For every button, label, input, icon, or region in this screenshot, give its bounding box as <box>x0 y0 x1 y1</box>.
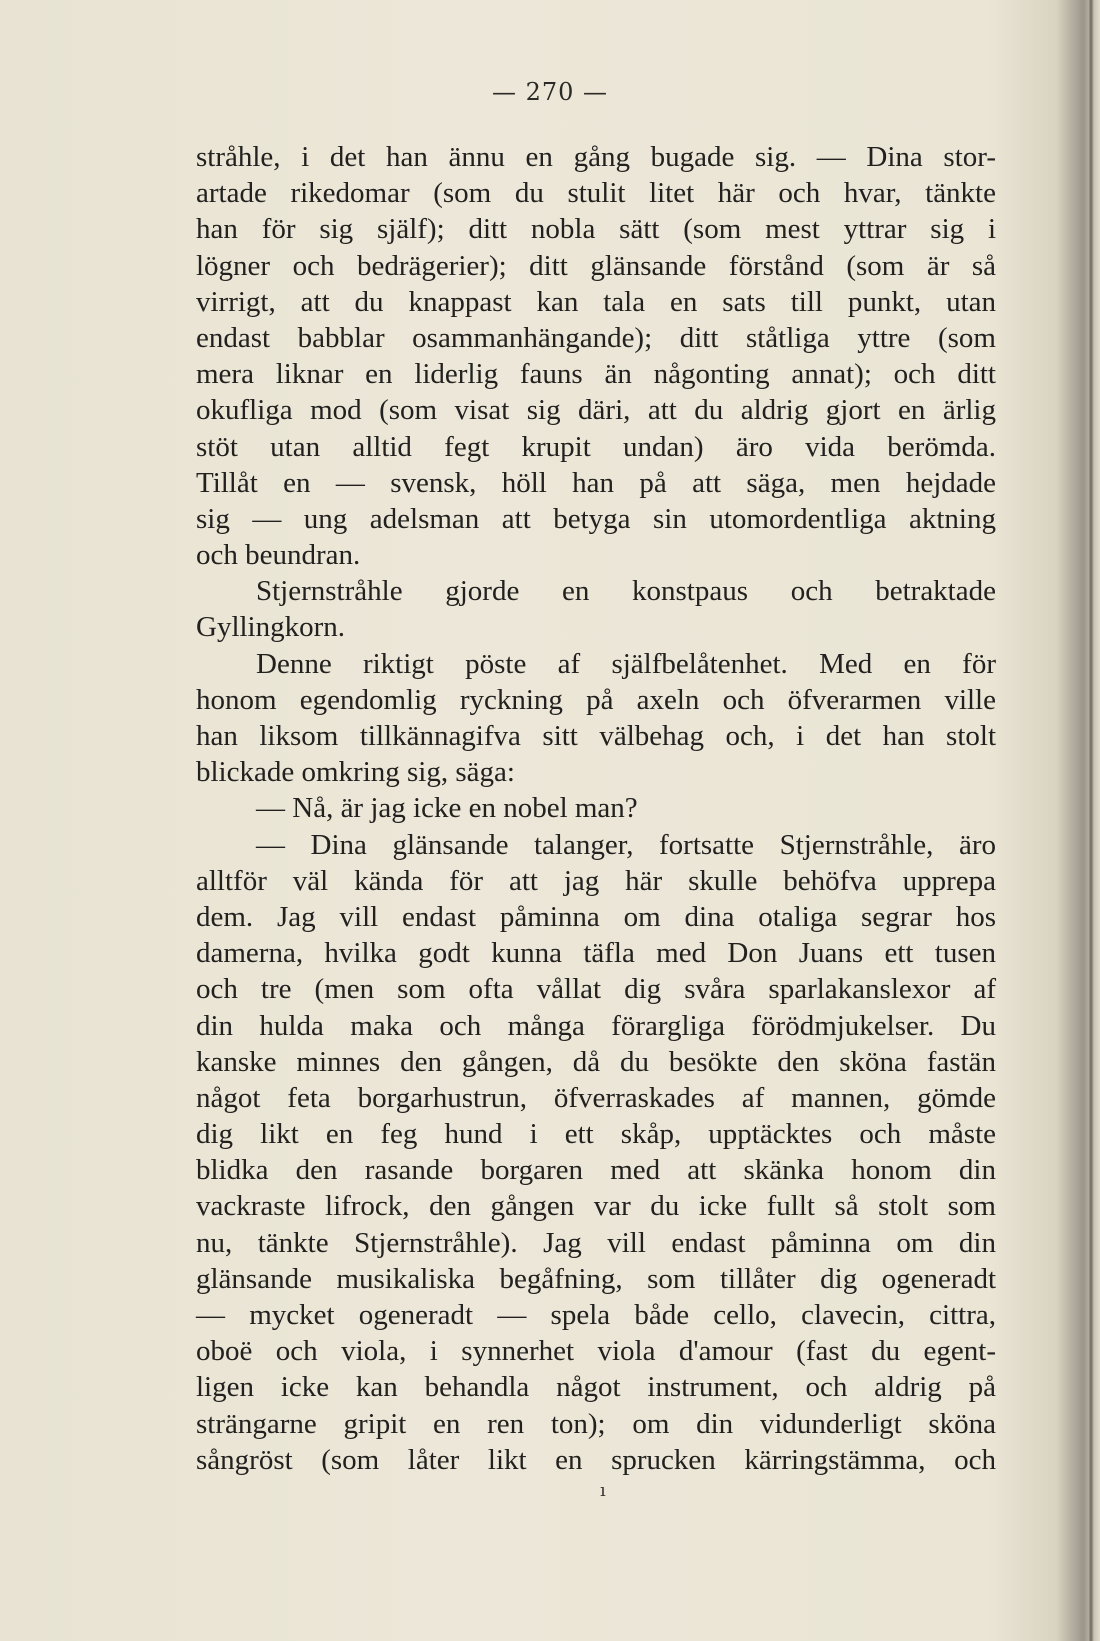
text-line: dem. Jag vill endast påminna om dina otaliga segrar hos <box>196 900 996 933</box>
text-line: vackraste lifrock, den gången var du icke fullt så stolt som <box>196 1190 996 1223</box>
stray-print-mark: ı <box>600 1480 606 1501</box>
text-line: och tre (men som ofta vållat dig svåra sparlakanslexor af <box>196 973 996 1006</box>
text-line: han liksom tillkännagifva sitt välbehag och, i det han stolt <box>196 720 996 752</box>
text-line: — Dina glänsande talanger, fortsatte Stjernstråhle, äro <box>256 828 996 861</box>
text-line: nu, tänkte Stjernstråhle). Jag vill endast påminna om din <box>196 1226 996 1259</box>
text-line: endast babblar osammanhängande); ditt ståtliga yttre (som <box>196 321 996 354</box>
binding-edge <box>1088 0 1094 1641</box>
text-line: Tillåt en — svensk, höll han på att säga, men hejdade <box>196 466 996 499</box>
text-line: dig likt en feg hund i ett skåp, upptäcktes och måste <box>196 1118 996 1151</box>
text-line: kanske minnes den gången, då du besökte den sköna fastän <box>196 1045 996 1078</box>
text-line: strängarne gripit en ren ton); om din vidunderligt sköna <box>196 1407 996 1440</box>
text-line: något feta borgarhustrun, öfverraskades af mannen, gömde <box>196 1081 996 1114</box>
text-line: stöt utan alltid fegt krupit undan) äro vida berömda. <box>196 430 996 463</box>
text-line: Gyllingkorn. <box>196 611 346 644</box>
text-line: stråhle, i det han ännu en gång bugade sig. — Dina stor- <box>196 141 996 173</box>
text-line: damerna, hvilka godt kunna täfla med Don Juans ett tusen <box>196 937 996 970</box>
text-line: Denne riktigt pöste af själfbelåtenhet. Med en för <box>256 647 996 680</box>
text-line: Stjernstråhle gjorde en konstpaus och betraktade <box>256 575 996 608</box>
text-line: sig — ung adelsman att betyga sin utomordentliga aktning <box>196 502 996 535</box>
text-line: glänsande musikaliska begåfning, som tillåter dig ogeneradt <box>196 1262 996 1295</box>
text-line: — Nå, är jag icke en nobel man? <box>256 792 638 825</box>
text-line: — mycket ogeneradt — spela både cello, clavecin, cittra, <box>196 1299 996 1331</box>
text-line: virrigt, att du knappast kan tala en sats till punkt, utan <box>196 285 996 318</box>
page-number: — 270 — <box>491 78 609 106</box>
text-line: din hulda maka och många förargliga förödmjukelser. Du <box>196 1009 996 1042</box>
text-line: lögner och bedrägerier); ditt glänsande förstånd (som är så <box>196 249 996 282</box>
text-line: sångröst (som låter likt en sprucken kärringstämma, och <box>196 1443 996 1476</box>
text-line: artade rikedomar (som du stulit litet här och hvar, tänkte <box>196 177 996 210</box>
text-line: mera liknar en liderlig fauns än någonting annat); och ditt <box>196 358 996 391</box>
text-line: och beundran. <box>196 539 361 572</box>
text-line: blickade omkring sig, säga: <box>196 756 515 789</box>
text-line: honom egendomlig ryckning på axeln och öfverarmen ville <box>196 683 996 716</box>
text-line: han för sig själf); ditt nobla sätt (som mest yttrar sig i <box>196 213 996 246</box>
text-line: alltför väl kända för att jag här skulle behöfva upprepa <box>196 864 996 897</box>
text-line: blidka den rasande borgaren med att skänka honom din <box>196 1154 996 1187</box>
text-line: ligen icke kan behandla något instrument, och aldrig på <box>196 1371 996 1404</box>
text-line: okufliga mod (som visat sig däri, att du aldrig gjort en ärlig <box>196 394 996 427</box>
body-text <box>196 139 996 1478</box>
text-line: oboë och viola, i synnerhet viola d'amour (fast du egent- <box>196 1335 996 1368</box>
